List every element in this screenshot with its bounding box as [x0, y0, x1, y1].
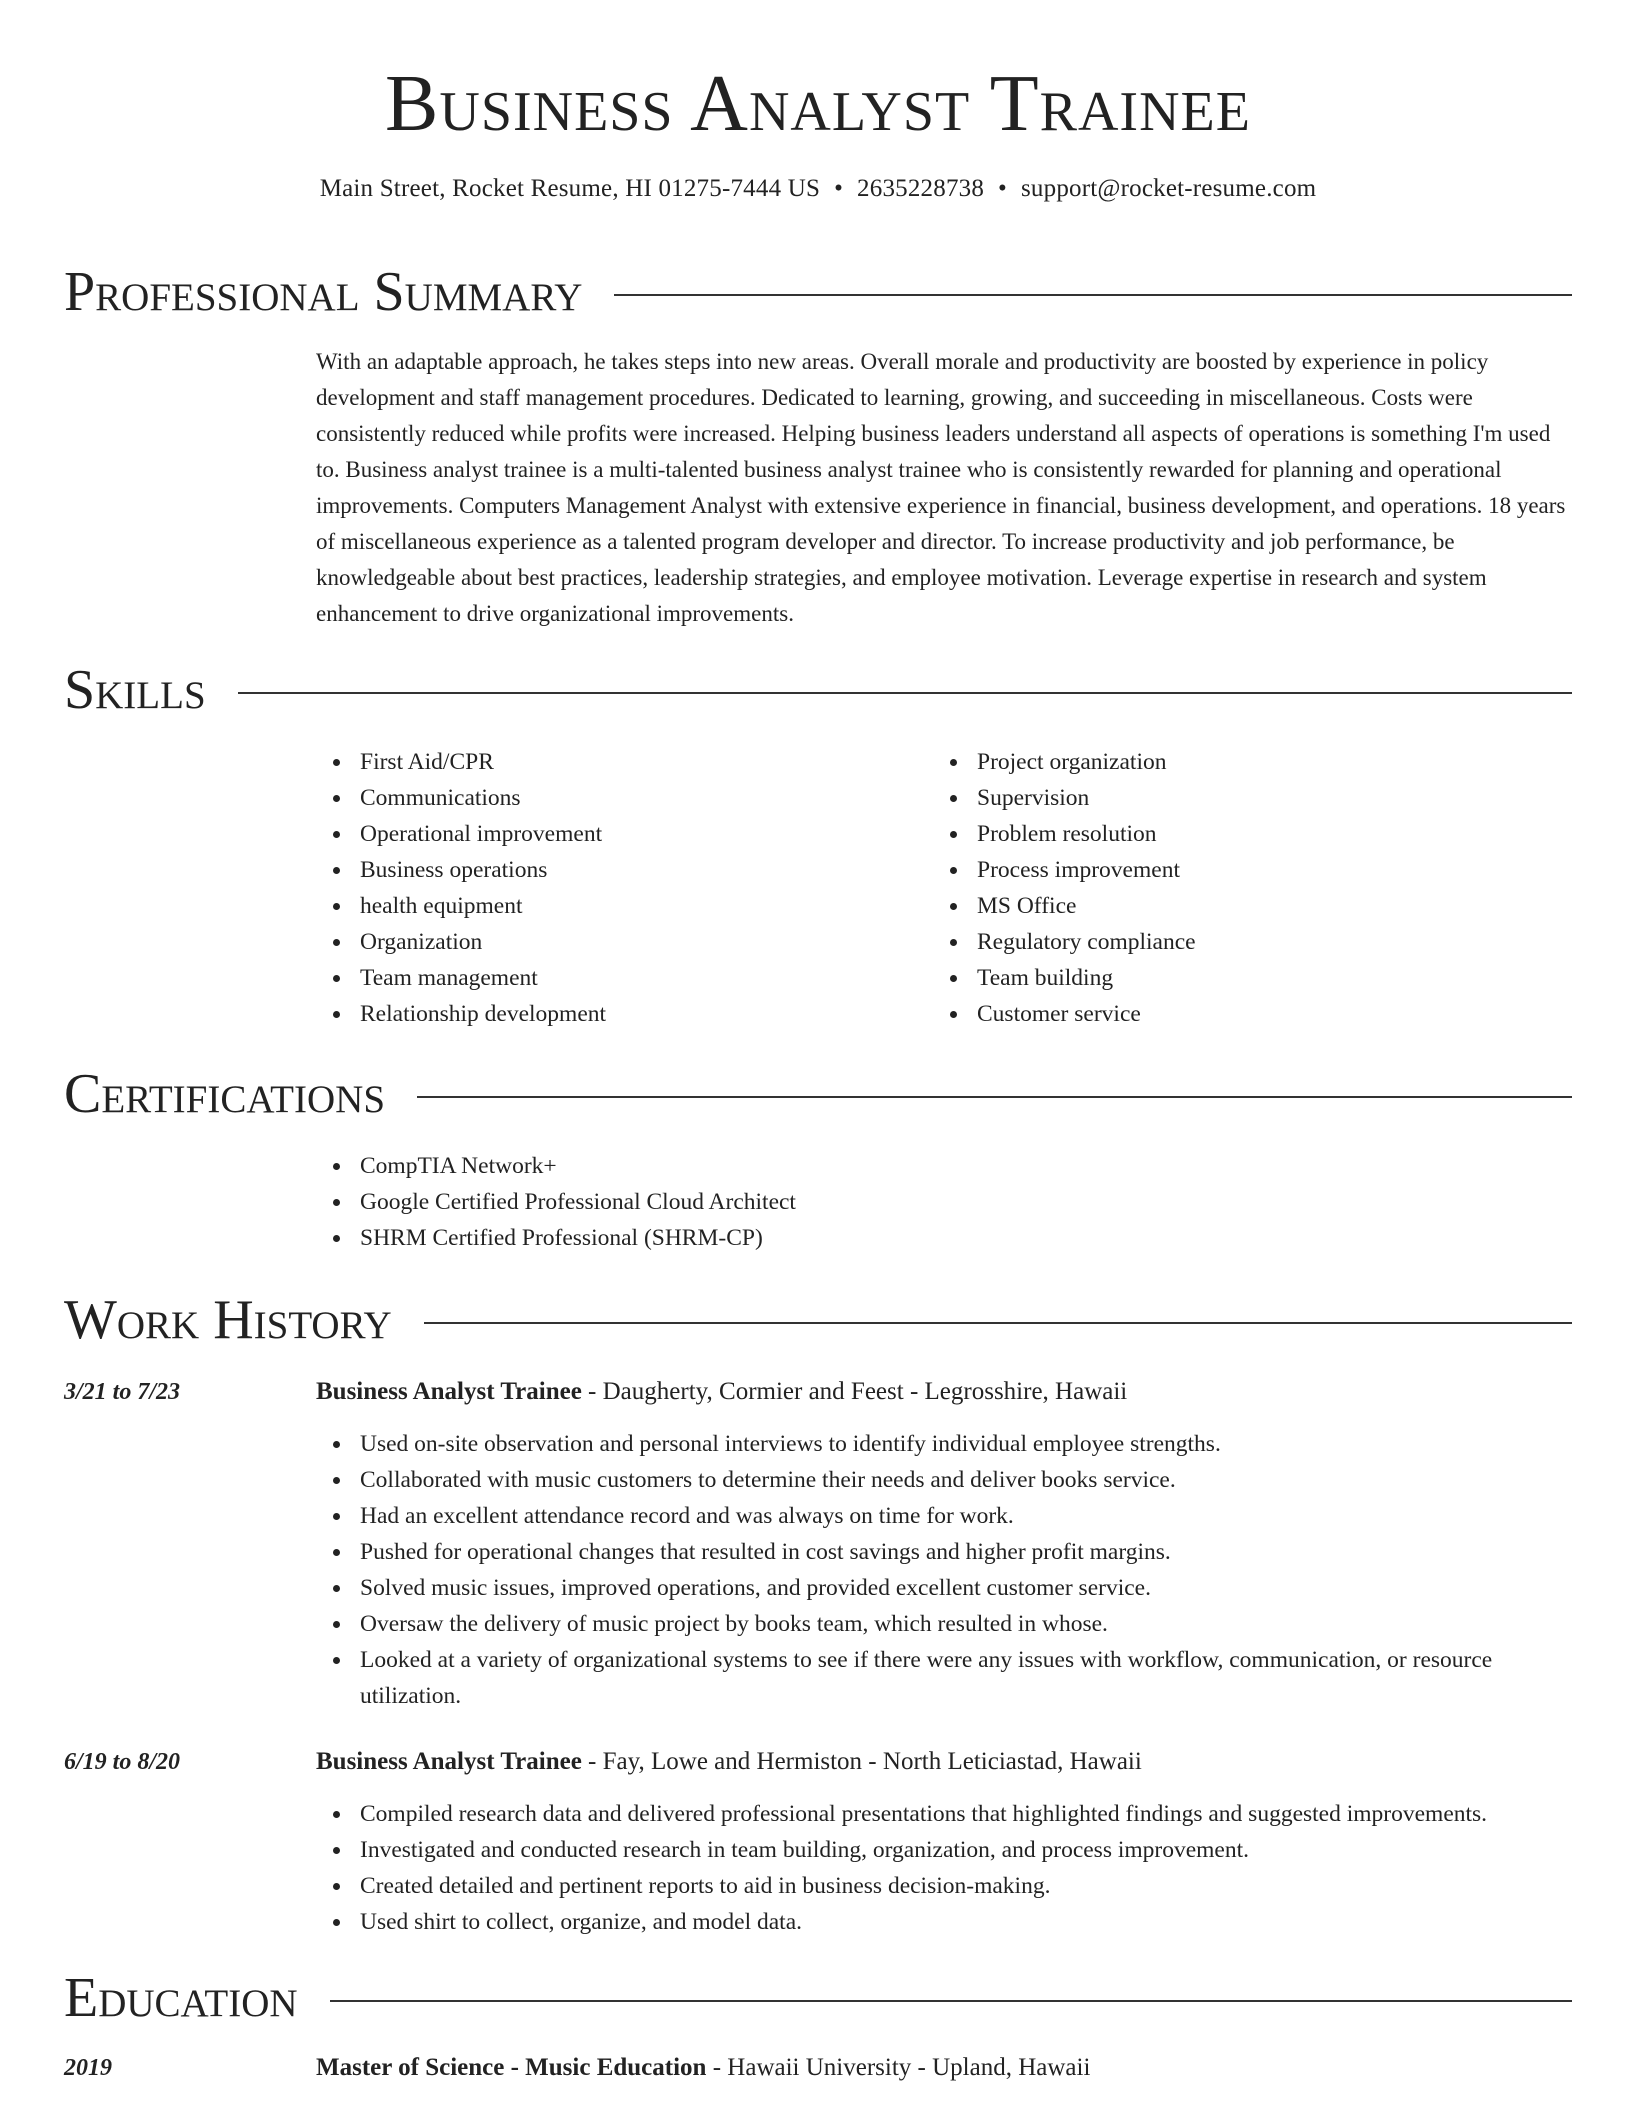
- skill-item: Business operations: [316, 852, 933, 888]
- education-degree: Master of Science - Music Education: [316, 2054, 707, 2081]
- education-entry: [64, 2050, 1572, 2086]
- section-header-work-history: [64, 1290, 1572, 1350]
- job-entry: [64, 1374, 1572, 1714]
- skill-item: Organization: [316, 924, 933, 960]
- section-divider: [238, 692, 1572, 694]
- resume-page: [64, 0, 1572, 2086]
- section-title: Certifications: [64, 1063, 386, 1125]
- job-heading: [316, 1374, 1572, 1410]
- contact-address: Main Street, Rocket Resume, HI 01275-7444 US: [319, 175, 821, 202]
- job-bullet: Investigated and conducted research in team building, organization, and process improvement.: [316, 1832, 1572, 1868]
- job-dates: 3/21 to 7/23: [64, 1379, 181, 1405]
- job-details: [316, 1744, 1572, 1940]
- section-title: Work History: [64, 1289, 392, 1351]
- job-bullet: Looked at a variety of organizational systems to see if there were any issues with workflow, communication, or resource utilization.: [316, 1642, 1572, 1714]
- certifications-list: [316, 1148, 1572, 1256]
- job-entry: [64, 1744, 1572, 1940]
- job-bullets: [316, 1796, 1572, 1940]
- section-title: Skills: [64, 659, 206, 721]
- section-title: Professional Summary: [64, 261, 583, 323]
- contact-separator: •: [998, 175, 1007, 202]
- job-dates: 6/19 to 8/20: [64, 1749, 181, 1775]
- skill-item: MS Office: [933, 888, 1550, 924]
- job-bullet: Used shirt to collect, organize, and model data.: [316, 1904, 1572, 1940]
- skill-item: Team building: [933, 960, 1550, 996]
- skill-item: Supervision: [933, 780, 1550, 816]
- contact-phone: 2635228738: [857, 175, 985, 202]
- section-divider: [417, 1096, 1572, 1098]
- job-employer: - Daugherty, Cormier and Feest - Legrosshire, Hawaii: [581, 1378, 1128, 1405]
- job-bullet: Solved music issues, improved operations, and provided excellent customer service.: [316, 1570, 1572, 1606]
- contact-line: [64, 174, 1572, 204]
- certification-item: Google Certified Professional Cloud Architect: [316, 1184, 1572, 1220]
- job-title: Business Analyst Trainee: [316, 1748, 582, 1775]
- job-bullet: Oversaw the delivery of music project by books team, which resulted in whose.: [316, 1606, 1572, 1642]
- job-title: Business Analyst Trainee: [316, 1378, 582, 1405]
- section-header-summary: [64, 262, 1572, 322]
- job-bullet: Compiled research data and delivered professional presentations that highlighted findings and suggested improvements.: [316, 1796, 1572, 1832]
- skills-column-left: [316, 744, 933, 1032]
- skill-item: Communications: [316, 780, 933, 816]
- education-details: [316, 2050, 1572, 2086]
- education-year: 2019: [64, 2055, 112, 2081]
- education-heading: [316, 2050, 1572, 2086]
- job-bullets: [316, 1426, 1572, 1714]
- job-bullet: Used on-site observation and personal interviews to identify individual employee strengths.: [316, 1426, 1572, 1462]
- education-school: - Hawaii University - Upland, Hawaii: [706, 2054, 1091, 2081]
- job-employer: - Fay, Lowe and Hermiston - North Leticiastad, Hawaii: [581, 1748, 1142, 1775]
- skills-list: [316, 744, 1572, 1032]
- skill-item: Relationship development: [316, 996, 933, 1032]
- skill-item: Problem resolution: [933, 816, 1550, 852]
- section-divider: [330, 2000, 1572, 2002]
- job-bullet: Collaborated with music customers to determine their needs and deliver books service.: [316, 1462, 1572, 1498]
- job-bullet: Created detailed and pertinent reports to aid in business decision-making.: [316, 1868, 1572, 1904]
- skill-item: Team management: [316, 960, 933, 996]
- skill-item: First Aid/CPR: [316, 744, 933, 780]
- skill-item: Operational improvement: [316, 816, 933, 852]
- skills-column-right: [933, 744, 1550, 1032]
- section-divider: [424, 1322, 1572, 1324]
- job-details: [316, 1374, 1572, 1714]
- skill-item: Regulatory compliance: [933, 924, 1550, 960]
- job-bullet: Pushed for operational changes that resulted in cost savings and higher profit margins.: [316, 1534, 1572, 1570]
- contact-email: support@rocket-resume.com: [1021, 175, 1317, 202]
- skill-item: Customer service: [933, 996, 1550, 1032]
- section-divider: [614, 294, 1572, 296]
- section-header-skills: [64, 660, 1572, 720]
- section-header-certifications: [64, 1064, 1572, 1124]
- section-header-education: [64, 1968, 1572, 2028]
- job-bullet: Had an excellent attendance record and was always on time for work.: [316, 1498, 1572, 1534]
- skill-item: Project organization: [933, 744, 1550, 780]
- contact-separator: •: [834, 175, 844, 202]
- certification-item: CompTIA Network+: [316, 1148, 1572, 1184]
- summary-text: With an adaptable approach, he takes steps into new areas. Overall morale and productivity are boosted by experience in policy development and staff management procedures. Dedicated to learning, growing, and succeeding in miscellaneous. Costs were consistently reduced while profits were increased. Helping business leaders understand all aspects of operations is something I'm used to. Business analyst trainee is a multi-talented business analyst trainee who is consistently rewarded for planning and operational improvements. Computers Management Analyst with extensive experience in financial, business development, and operations. 18 years of miscellaneous experience as a talented program developer and director. To increase productivity and job performance, be knowledgeable about best practices, leadership strategies, and employee motivation. Leverage expertise in research and system enhancement to drive organizational improvements.: [316, 349, 1566, 626]
- skill-item: Process improvement: [933, 852, 1550, 888]
- section-title: Education: [64, 1967, 298, 2029]
- skill-item: health equipment: [316, 888, 933, 924]
- certification-item: SHRM Certified Professional (SHRM-CP): [316, 1220, 1572, 1256]
- resume-name: Business Analyst Trainee: [385, 60, 1251, 148]
- job-heading: [316, 1744, 1572, 1780]
